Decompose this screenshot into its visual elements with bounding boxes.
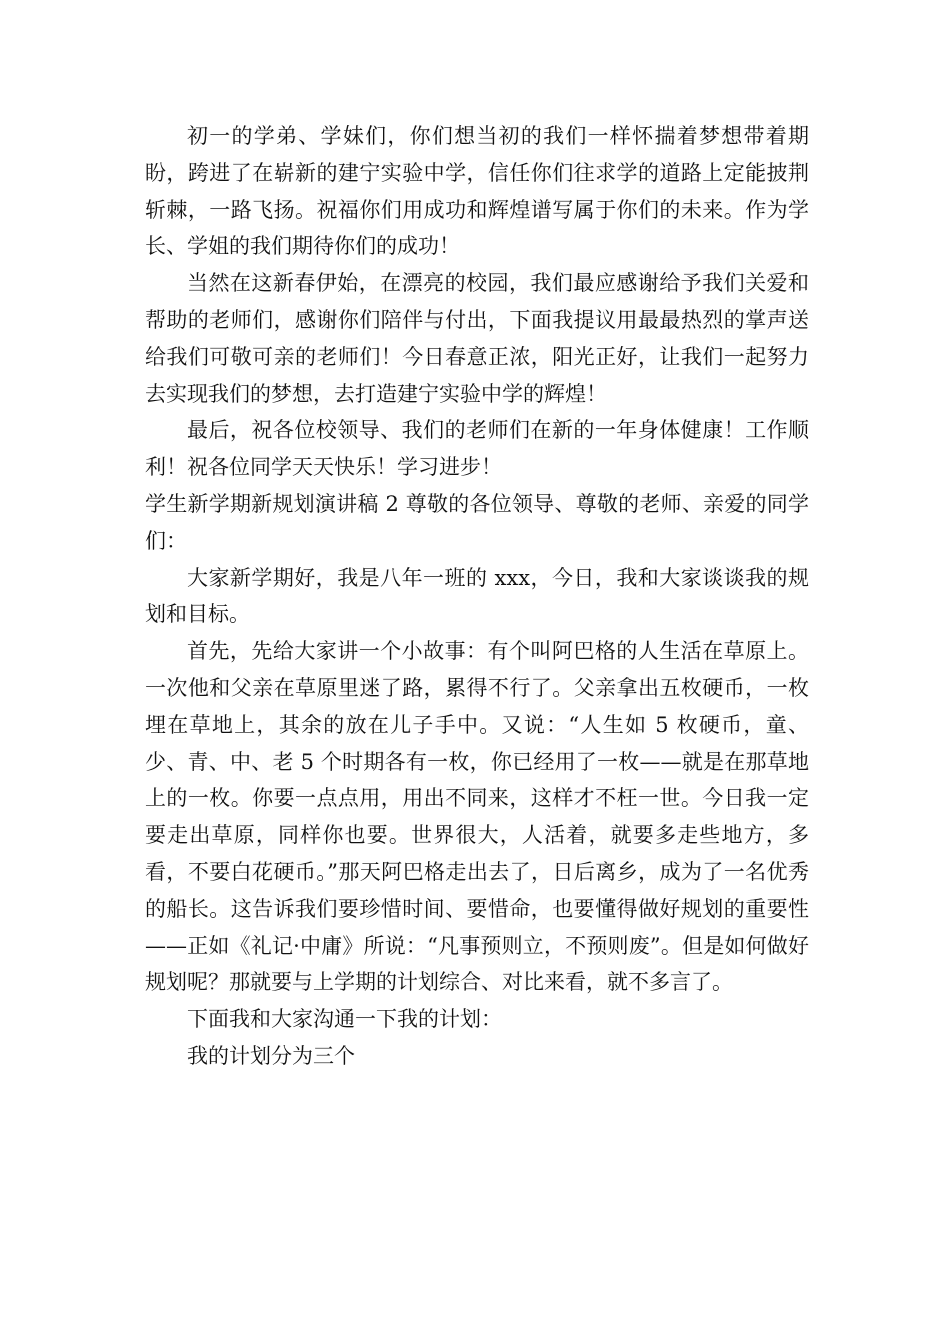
paragraph-thank-teachers: 当然在这新春伊始，在漂亮的校园，我们最应感谢给予我们关爱和帮助的老师们，感谢你们陪伴与付出，下面我提议用最最热烈的掌声送给我们可敬可亲的老师们！今日春意正浓，阳光正好，让我们一起努力去实现我们的梦想，去打造建宁实验中学的辉煌！ xyxy=(145,271,809,406)
paragraph-plan-parts: 我的计划分为三个 xyxy=(187,1043,355,1068)
paragraph-closing-wishes: 最后，祝各位校领导、我们的老师们在新的一年身体健康！工作顺利！祝各位同学天天快乐！学习进步！ xyxy=(145,418,809,480)
paragraph-welcome-juniors: 初一的学弟、学妹们，你们想当初的我们一样怀揣着梦想带着期盼，跨进了在崭新的建宁实验中学，信任你们往求学的道路上定能披荆斩棘，一路飞扬。祝福你们用成功和辉煌谱写属于你们的未来。作为学长、学姐的我们期待你们的成功！ xyxy=(145,124,809,259)
paragraph-speech-heading: 学生新学期新规划演讲稿 2 尊敬的各位领导、尊敬的老师、亲爱的同学们： xyxy=(145,491,809,553)
paragraph-story: 首先，先给大家讲一个小故事：有个叫阿巴格的人生活在草原上。一次他和父亲在草原里迷了路，累得不行了。父亲拿出五枚硬币，一枚埋在草地上，其余的放在儿子手中。又说：“人生如 5 枚硬币，童、少、青、中、老 5 个时期各有一枚，你已经用了一枚——就是在那草地上的一枚。你要一点点用，用出不同来，这样才不枉一世。今日我一定要走出草原，同样你也要。世界很大，人活着，就要多走些地方，多看，不要白花硬币。”那天阿巴格走出去了，日后离乡，成为了一名优秀的船长。这告诉我们要珍惜时间、要惜命，也要懂得做好规划的重要性——正如《礼记·中庸》所说：“凡事预则立，不预则废”。但是如何做好规划呢？那就要与上学期的计划综合、对比来看，就不多言了。 xyxy=(145,639,809,995)
paragraph-plan-intro: 下面我和大家沟通一下我的计划： xyxy=(187,1007,502,1032)
paragraph-greeting: 大家新学期好，我是八年一班的 xxx，今日，我和大家谈谈我的规划和目标。 xyxy=(145,565,809,627)
document-body xyxy=(145,118,809,1075)
